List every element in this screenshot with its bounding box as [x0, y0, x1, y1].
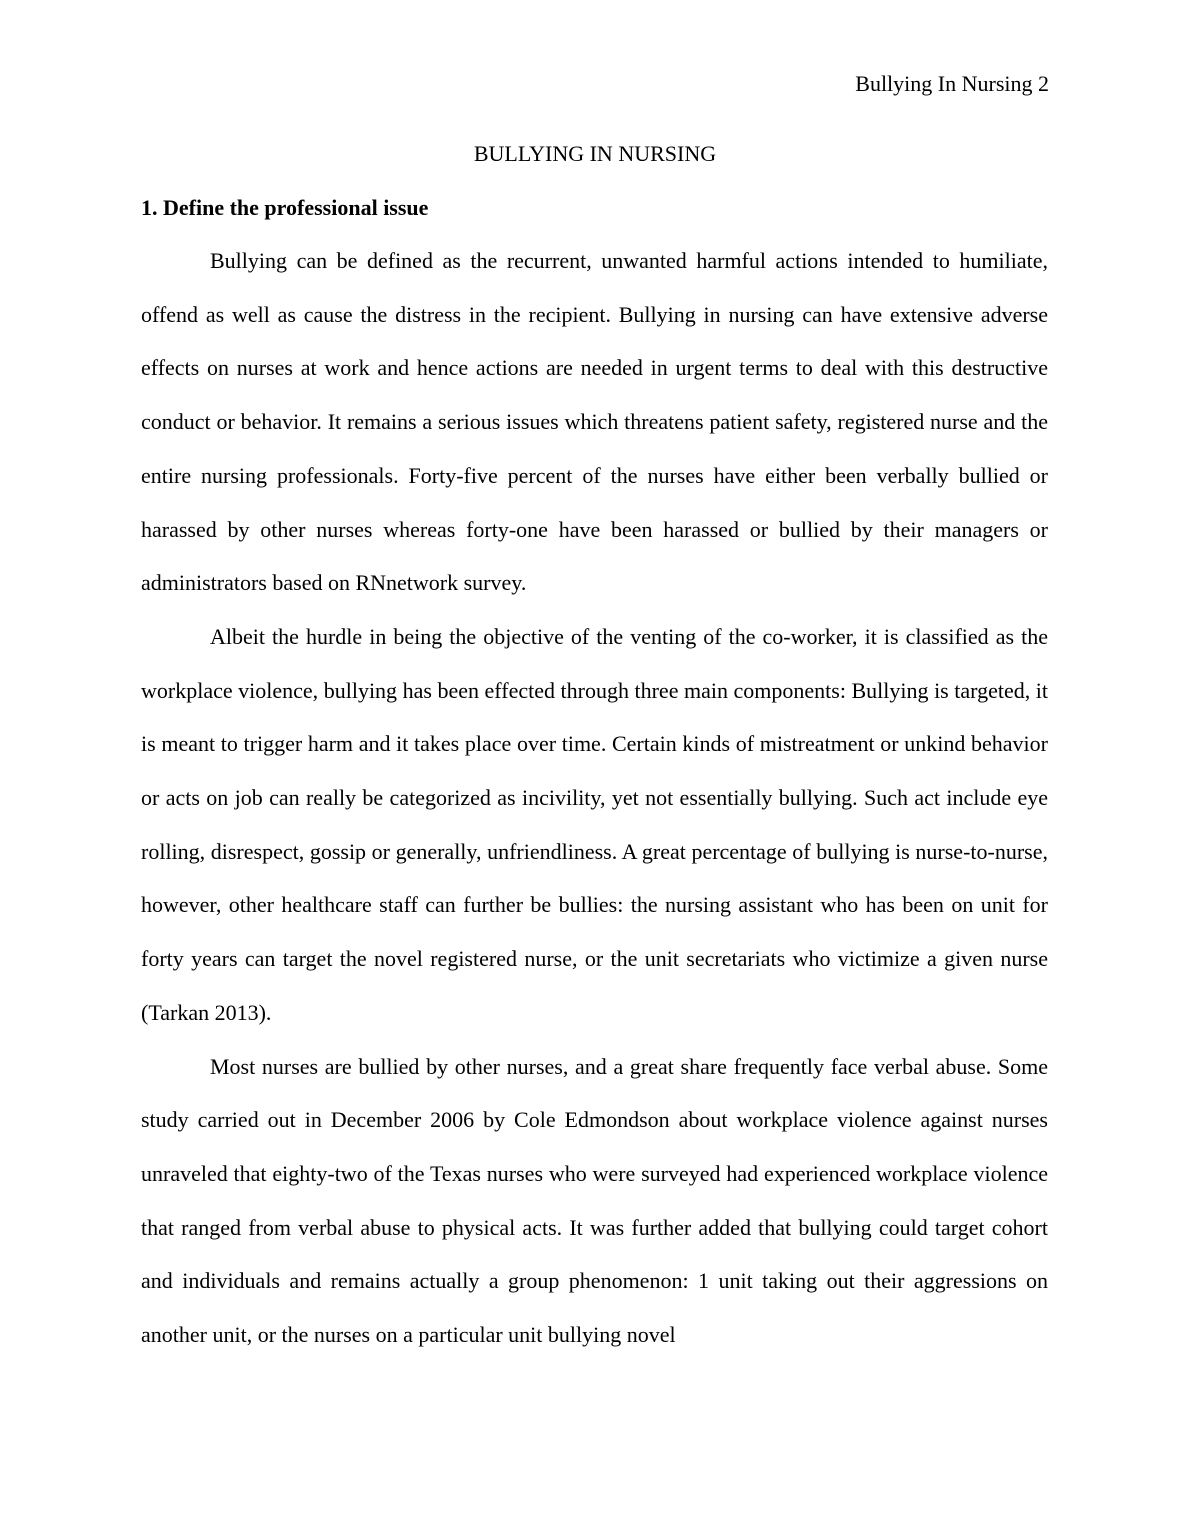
body-text [141, 234, 1048, 1362]
section-heading: 1. Define the professional issue [141, 195, 429, 220]
running-head: Bullying In Nursing 2 [855, 71, 1049, 96]
document-title: BULLYING IN NURSING [473, 141, 717, 166]
paragraph: Bullying can be defined as the recurrent, unwanted harmful actions intended to humiliate, offend as well as cause the distress in the recipient. Bullying in nursing can have extensive adverse effects on nurses at work and hence actions are needed in urgent terms to deal with this destructive conduct or behavior. It remains a serious issues which threatens patient safety, registered nurse and the entire nursing professionals. Forty-five percent of the nurses have either been verbally bullied or harassed by other nurses whereas forty-one have been harassed or bullied by their managers or administrators based on RNnetwork survey. [141, 248, 1048, 596]
paragraph: Most nurses are bullied by other nurses, and a great share frequently face verbal abuse. Some study carried out in December 2006 by Cole Edmondson about workplace violence against nurses unraveled that eighty-two of the Texas nurses who were surveyed had experienced workplace violence that ranged from verbal abuse to physical acts. It was further added that bullying could target cohort and individuals and remains actually a group phenomenon: 1 unit taking out their aggressions on another unit, or the nurses on a particular unit bullying novel [141, 1053, 1048, 1348]
paragraph: Albeit the hurdle in being the objective of the venting of the co-worker, it is classified as the workplace violence, bullying has been effected through three main components: Bullying is targeted, it is meant to trigger harm and it takes place over time. Certain kinds of mistreatment or unkind behavior or acts on job can really be categorized as incivility, yet not essentially bullying. Such act include eye rolling, disrespect, gossip or generally, unfriendliness. A great percentage of bullying is nurse-to-nurse, however, other healthcare staff can further be bullies: the nursing assistant who has been on unit for forty years can target the novel registered nurse, or the unit secretariats who victimize a given nurse (Tarkan 2013). [141, 623, 1048, 1025]
